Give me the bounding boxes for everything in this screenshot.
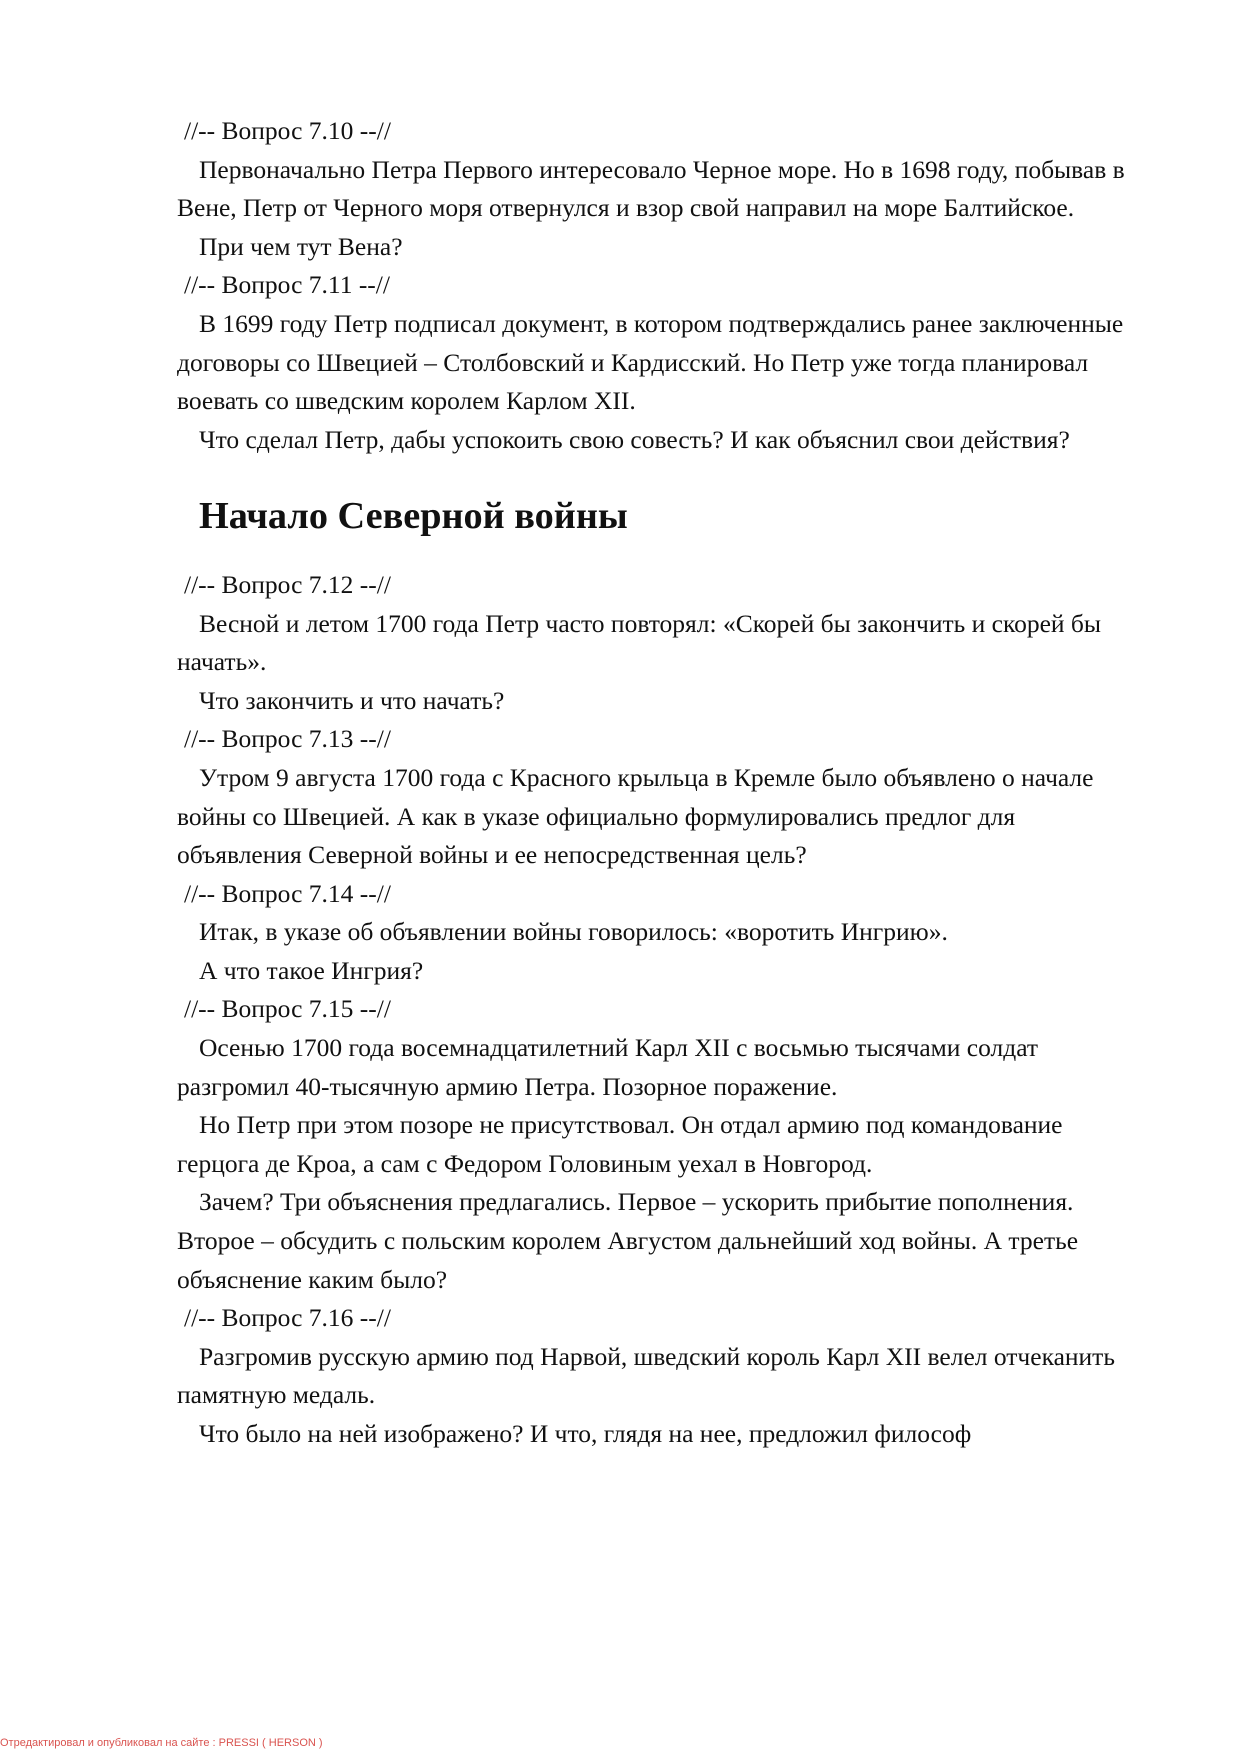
spacer bbox=[177, 459, 1137, 497]
paragraph: Что сделал Петр, дабы успокоить свою совесть? И как объяснил свои действия? bbox=[199, 424, 1070, 454]
question-marker: //-- Вопрос 7.11 --// bbox=[184, 270, 390, 300]
question-marker: //-- Вопрос 7.13 --// bbox=[184, 724, 391, 754]
paragraph: Осенью 1700 года восемнадцатилетний Карл XII с восьмью тысячами солдат разгромил 40-тысячную армию Петра. Позорное поражение. bbox=[177, 1033, 1039, 1101]
paragraph: Что было на ней изображено? И что, глядя на нее, предложил философ bbox=[199, 1419, 972, 1448]
paragraph: Разгромив русскую армию под Нарвой, шведский король Карл XII велел отчеканить памятную медаль. bbox=[177, 1341, 1115, 1410]
paragraph: При чем тут Вена? bbox=[199, 231, 403, 261]
paragraph: Но Петр при этом позоре не присутствовал. Он отдал армию под командование герцога де Кроа, а сам с Федором Головиным уехал в Новгород. bbox=[177, 1110, 1063, 1178]
question-marker: //-- Вопрос 7.15 --// bbox=[184, 994, 391, 1024]
paragraph: Зачем? Три объяснения предлагались. Первое – ускорить прибытие пополнения. Второе – обсудить с польским королем Августом дальнейший ход войны. А третье объяснение каким было? bbox=[177, 1187, 1079, 1294]
question-marker: //-- Вопрос 7.10 --// bbox=[184, 116, 391, 145]
paragraph: А что такое Ингрия? bbox=[199, 955, 424, 985]
paragraph: Утром 9 августа 1700 года с Красного крыльца в Кремле было объявлено о начале войны со Швецией. А как в указе официально формулировались предлог для объявления Северной войны и ее непосредственная цель? bbox=[177, 762, 1094, 870]
question-marker: //-- Вопрос 7.12 --// bbox=[184, 569, 391, 599]
paragraph: Первоначально Петра Первого интересовало Черное море. Но в 1698 году, побывав в Вене, Петр от Черного моря отвернулся и взор свой направил на море Балтийское. bbox=[177, 154, 1125, 223]
question-marker: //-- Вопрос 7.16 --// bbox=[184, 1303, 391, 1333]
text-section-intro bbox=[177, 112, 1137, 459]
document-page bbox=[177, 112, 1137, 1454]
question-marker: //-- Вопрос 7.14 --// bbox=[184, 878, 391, 908]
spacer bbox=[177, 536, 1137, 566]
paragraph: В 1699 году Петр подписал документ, в котором подтверждались ранее заключенные договоры со Швецией – Столбовский и Кардисский. Но Петр уже тогда планировал воевать со шведским королем Карлом XII. bbox=[177, 308, 1124, 416]
section-heading: Начало Северной войны bbox=[199, 495, 628, 538]
paragraph: Что закончить и что начать? bbox=[199, 685, 505, 715]
paragraph: Весной и летом 1700 года Петр часто повторял: «Скорей бы закончить и скорей бы начать». bbox=[177, 608, 1102, 677]
publisher-footer: Отредактировал и опубликовал на сайте : PRESSI ( HERSON ) bbox=[0, 1737, 323, 1749]
paragraph: Итак, в указе об объявлении войны говорилось: «воротить Ингрию». bbox=[199, 917, 948, 947]
text-section-northern-war bbox=[177, 566, 1137, 1454]
